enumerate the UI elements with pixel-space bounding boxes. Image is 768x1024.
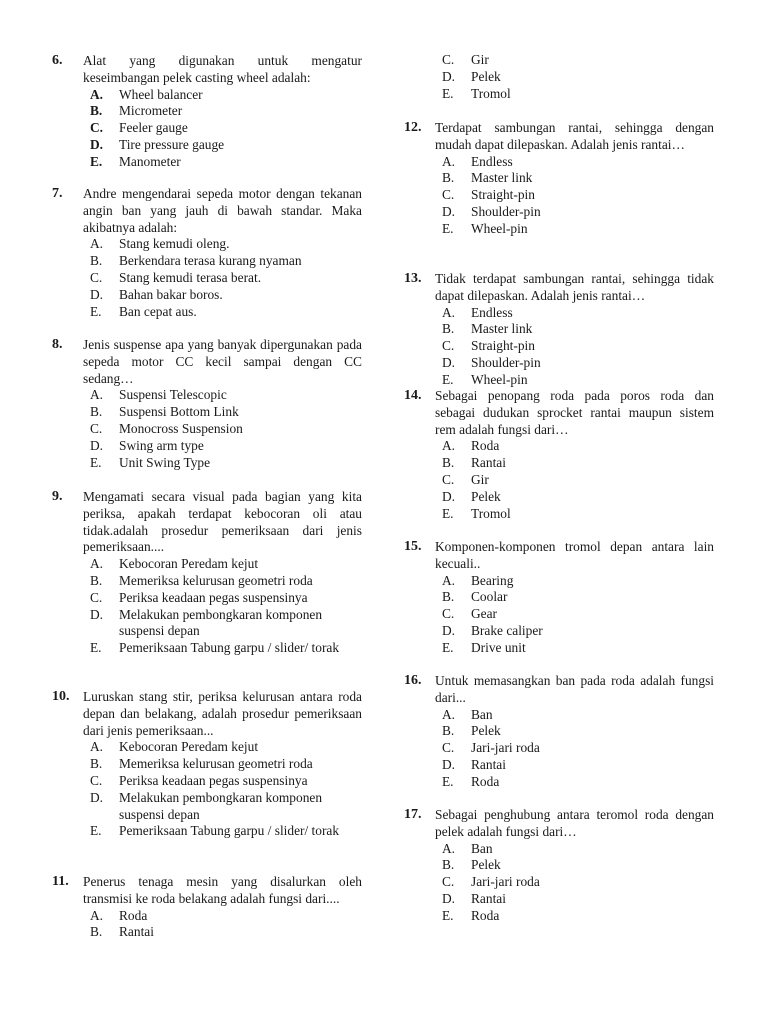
answer-option (442, 438, 714, 455)
option-letter: C. (90, 420, 103, 436)
option-letter: D. (90, 136, 104, 152)
answer-option (442, 154, 714, 171)
option-text: Master link (471, 321, 533, 337)
option-letter: B. (442, 589, 455, 605)
answer-option (442, 774, 714, 791)
option-letter: A. (442, 153, 456, 169)
question-item (52, 53, 362, 171)
option-letter: B. (90, 756, 103, 772)
answer-option (442, 723, 714, 740)
option-letter: B. (90, 572, 103, 588)
answer-option (90, 739, 362, 756)
option-text: Shoulder-pin (471, 203, 541, 219)
option-letter: E. (442, 371, 454, 387)
option-letter: E. (442, 639, 454, 655)
option-letter: C. (442, 874, 455, 890)
option-letter: B. (442, 170, 455, 186)
question-number: 9. (52, 489, 63, 504)
answer-option (442, 187, 714, 204)
answer-option (90, 607, 362, 641)
answer-option (90, 387, 362, 404)
option-text: Stang kemudi oleng. (119, 236, 230, 252)
question-item (52, 689, 362, 840)
answer-option (442, 305, 714, 322)
option-letter: A. (90, 236, 104, 252)
option-text: Memeriksa kelurusan geometri roda (119, 756, 313, 772)
answer-option (90, 908, 362, 925)
answer-option (442, 86, 714, 103)
answer-option (90, 556, 362, 573)
answer-option (442, 640, 714, 657)
option-text: Jari-jari roda (471, 874, 540, 890)
option-list (90, 87, 362, 171)
option-text: Shoulder-pin (471, 354, 541, 370)
question-item (404, 271, 714, 389)
question-number: 14. (404, 388, 422, 403)
option-letter: E. (90, 640, 102, 656)
answer-option (442, 506, 714, 523)
option-list (442, 154, 714, 238)
answer-option (442, 589, 714, 606)
option-text: Coolar (471, 589, 508, 605)
answer-option (442, 455, 714, 472)
option-text: Suspensi Bottom Link (119, 404, 239, 420)
option-letter: D. (90, 606, 104, 622)
option-letter: C. (442, 471, 455, 487)
answer-option (90, 404, 362, 421)
option-text: Roda (471, 907, 500, 923)
answer-option (442, 52, 714, 69)
answer-option (442, 740, 714, 757)
option-list (442, 573, 714, 657)
question-number: 11. (52, 874, 69, 889)
question-text: Luruskan stang stir, periksa kelurusan antara roda depan dan belakang, adalah prosedur pemeriksaan dari jenis pemeriksaan... (83, 689, 362, 738)
answer-option (90, 236, 362, 253)
option-letter: A. (90, 907, 104, 923)
question-number: 13. (404, 271, 422, 286)
option-text: Feeler gauge (119, 120, 188, 136)
question-number: 17. (404, 807, 422, 822)
answer-option (90, 304, 362, 321)
answer-option (442, 891, 714, 908)
option-letter: A. (442, 438, 456, 454)
question-item (404, 539, 714, 657)
option-text: Periksa keadaan pegas suspensinya (119, 589, 308, 605)
question-number: 15. (404, 539, 422, 554)
option-text: Brake caliper (471, 622, 543, 638)
option-letter: A. (90, 86, 104, 102)
option-text: Tromol (471, 85, 511, 101)
option-text: Straight-pin (471, 338, 535, 354)
option-list (442, 438, 714, 522)
option-letter: D. (442, 68, 456, 84)
option-text: Pemeriksaan Tabung garpu / slider/ torak (119, 823, 340, 839)
answer-option (442, 355, 714, 372)
question-number: 6. (52, 53, 63, 68)
answer-option (442, 170, 714, 187)
answer-option (90, 421, 362, 438)
option-text: Tromol (471, 505, 511, 521)
option-letter: B. (442, 723, 455, 739)
option-text: Gir (471, 52, 489, 67)
answer-option (90, 120, 362, 137)
answer-option (442, 573, 714, 590)
option-letter: A. (442, 304, 456, 320)
option-text: Kebocoran Peredam kejut (119, 739, 259, 755)
option-text: Gear (471, 606, 498, 622)
answer-option (90, 573, 362, 590)
option-text: Melakukan pembongkaran komponen suspensi depan (119, 789, 323, 822)
option-text: Tire pressure gauge (119, 136, 225, 152)
option-letter: E. (442, 505, 454, 521)
answer-option (442, 372, 714, 389)
option-letter: B. (90, 253, 103, 269)
question-item (404, 388, 714, 522)
question-number: 16. (404, 673, 422, 688)
question-text: Komponen-komponen tromol depan antara lain kecuali.. (435, 539, 714, 571)
option-text: Manometer (119, 153, 181, 169)
option-letter: A. (90, 387, 104, 403)
option-text: Pelek (471, 857, 501, 873)
option-text: Straight-pin (471, 187, 535, 203)
option-text: Pelek (471, 68, 501, 84)
option-letter: B. (442, 455, 455, 471)
option-text: Berkendara terasa kurang nyaman (119, 253, 302, 269)
answer-option (90, 773, 362, 790)
answer-option (442, 472, 714, 489)
answer-option (90, 455, 362, 472)
answer-option (90, 137, 362, 154)
question-item (404, 120, 714, 238)
option-text: Ban (471, 840, 493, 856)
option-letter: E. (442, 907, 454, 923)
option-text: Ban cepat aus. (119, 303, 197, 319)
answer-option (442, 321, 714, 338)
option-letter: B. (442, 857, 455, 873)
answer-option (90, 287, 362, 304)
option-text: Master link (471, 170, 533, 186)
option-text: Rantai (471, 890, 506, 906)
option-letter: D. (90, 437, 104, 453)
option-letter: E. (90, 303, 102, 319)
option-letter: B. (90, 404, 103, 420)
option-text: Swing arm type (119, 437, 204, 453)
question-item (52, 489, 362, 657)
option-letter: B. (90, 924, 103, 940)
answer-option (442, 908, 714, 925)
option-letter: C. (442, 338, 455, 354)
option-text: Wheel balancer (119, 86, 203, 102)
question-text: Terdapat sambungan rantai, sehingga dengan mudah dapat dilepaskan. Adalah jenis rantai… (435, 120, 714, 152)
option-text: Melakukan pembongkaran komponen suspensi depan (119, 606, 323, 639)
option-letter: D. (442, 354, 456, 370)
option-list (442, 52, 714, 102)
answer-option (90, 823, 362, 840)
answer-option (442, 623, 714, 640)
option-text: Wheel-pin (471, 371, 528, 387)
option-text: Roda (471, 438, 500, 454)
option-letter: A. (442, 572, 456, 588)
continued-options (404, 52, 714, 102)
question-text: Sebagai penopang roda pada poros roda dan sebagai dudukan sprocket rantai maupun sistem rem adalah fungsi dari… (435, 388, 714, 437)
option-letter: A. (442, 840, 456, 856)
option-text: Roda (471, 773, 500, 789)
question-text: Alat yang digunakan untuk mengatur keseimbangan pelek casting wheel adalah: (83, 53, 362, 85)
option-letter: C. (442, 52, 455, 67)
option-list (442, 707, 714, 791)
option-letter: D. (442, 203, 456, 219)
question-number: 8. (52, 337, 63, 352)
option-text: Rantai (119, 924, 154, 940)
option-text: Pemeriksaan Tabung garpu / slider/ torak (119, 640, 340, 656)
option-letter: E. (442, 220, 454, 236)
question-item (52, 186, 362, 320)
option-list (90, 908, 362, 942)
question-text: Mengamati secara visual pada bagian yang kita periksa, apakah terdapat kebocoran oli atau tidak.adalah prosedur pemeriksaan dari jenis pemeriksaan.... (83, 489, 362, 555)
answer-option (442, 221, 714, 238)
question-text: Penerus tenaga mesin yang disalurkan oleh transmisi ke roda belakang adalah fungsi dari.... (83, 874, 362, 906)
option-list (90, 236, 362, 320)
option-letter: E. (90, 454, 102, 470)
option-text: Periksa keadaan pegas suspensinya (119, 772, 308, 788)
option-text: Bahan bakar boros. (119, 286, 223, 302)
option-text: Unit Swing Type (119, 454, 211, 470)
option-text: Micrometer (119, 103, 183, 119)
option-letter: D. (442, 890, 456, 906)
question-text: Untuk memasangkan ban pada roda adalah fungsi dari... (435, 673, 714, 705)
option-letter: D. (442, 488, 456, 504)
option-text: Rantai (471, 756, 506, 772)
option-text: Roda (119, 907, 148, 923)
answer-option (442, 489, 714, 506)
option-text: Memeriksa kelurusan geometri roda (119, 572, 313, 588)
answer-option (442, 606, 714, 623)
answer-option (90, 924, 362, 941)
answer-option (442, 338, 714, 355)
option-letter: D. (90, 789, 104, 805)
answer-option (442, 857, 714, 874)
answer-option (442, 204, 714, 221)
answer-option (90, 756, 362, 773)
option-text: Pelek (471, 723, 501, 739)
option-letter: D. (90, 286, 104, 302)
option-letter: E. (442, 773, 454, 789)
option-list (442, 841, 714, 925)
option-text: Endless (471, 304, 513, 320)
answer-option (90, 270, 362, 287)
answer-option (90, 103, 362, 120)
option-list (90, 739, 362, 840)
answer-option (442, 69, 714, 86)
option-text: Monocross Suspension (119, 420, 243, 436)
option-letter: A. (90, 739, 104, 755)
option-text: Pelek (471, 488, 501, 504)
option-text: Gir (471, 471, 489, 487)
question-text: Jenis suspense apa yang banyak dipergunakan pada sepeda motor CC kecil sampai dengan CC sedang… (83, 337, 362, 386)
question-number: 12. (404, 120, 422, 135)
question-text: Sebagai penghubung antara teromol roda dengan pelek adalah fungsi dari… (435, 807, 714, 839)
option-letter: C. (90, 589, 103, 605)
option-letter: E. (90, 153, 103, 169)
option-letter: C. (442, 606, 455, 622)
option-letter: C. (90, 772, 103, 788)
option-letter: E. (90, 823, 102, 839)
option-letter: C. (90, 269, 103, 285)
option-text: Kebocoran Peredam kejut (119, 556, 259, 572)
question-text: Tidak terdapat sambungan rantai, sehingga tidak dapat dilepaskan. Adalah jenis rantai… (435, 271, 714, 303)
answer-option (90, 154, 362, 171)
option-list (442, 305, 714, 389)
option-letter: D. (442, 756, 456, 772)
answer-option (442, 841, 714, 858)
option-letter: A. (90, 556, 104, 572)
option-text: Suspensi Telescopic (119, 387, 227, 403)
answer-option (90, 438, 362, 455)
option-text: Drive unit (471, 639, 526, 655)
option-list (90, 387, 362, 471)
answer-option (442, 757, 714, 774)
option-text: Jari-jari roda (471, 740, 540, 756)
question-number: 10. (52, 689, 70, 704)
option-text: Endless (471, 153, 513, 169)
answer-option (442, 707, 714, 724)
option-letter: A. (442, 706, 456, 722)
question-item (52, 337, 362, 471)
answer-option (90, 590, 362, 607)
option-letter: B. (442, 321, 455, 337)
option-text: Rantai (471, 455, 506, 471)
question-item (52, 874, 362, 941)
option-letter: D. (442, 622, 456, 638)
option-text: Stang kemudi terasa berat. (119, 269, 262, 285)
question-item (404, 673, 714, 791)
option-letter: C. (442, 740, 455, 756)
option-text: Wheel-pin (471, 220, 528, 236)
answer-option (90, 790, 362, 824)
question-text: Andre mengendarai sepeda motor dengan tekanan angin ban yang jauh di bawah standar. Maka akibatnya adalah: (83, 186, 362, 235)
answer-option (90, 640, 362, 657)
question-item (404, 807, 714, 925)
option-letter: C. (90, 120, 104, 136)
option-letter: B. (90, 103, 103, 119)
option-list (90, 556, 362, 657)
answer-option (90, 87, 362, 104)
question-number: 7. (52, 186, 63, 201)
option-letter: E. (442, 85, 454, 101)
option-letter: C. (442, 187, 455, 203)
answer-option (90, 253, 362, 270)
option-text: Bearing (471, 572, 514, 588)
answer-option (442, 874, 714, 891)
option-text: Ban (471, 706, 493, 722)
